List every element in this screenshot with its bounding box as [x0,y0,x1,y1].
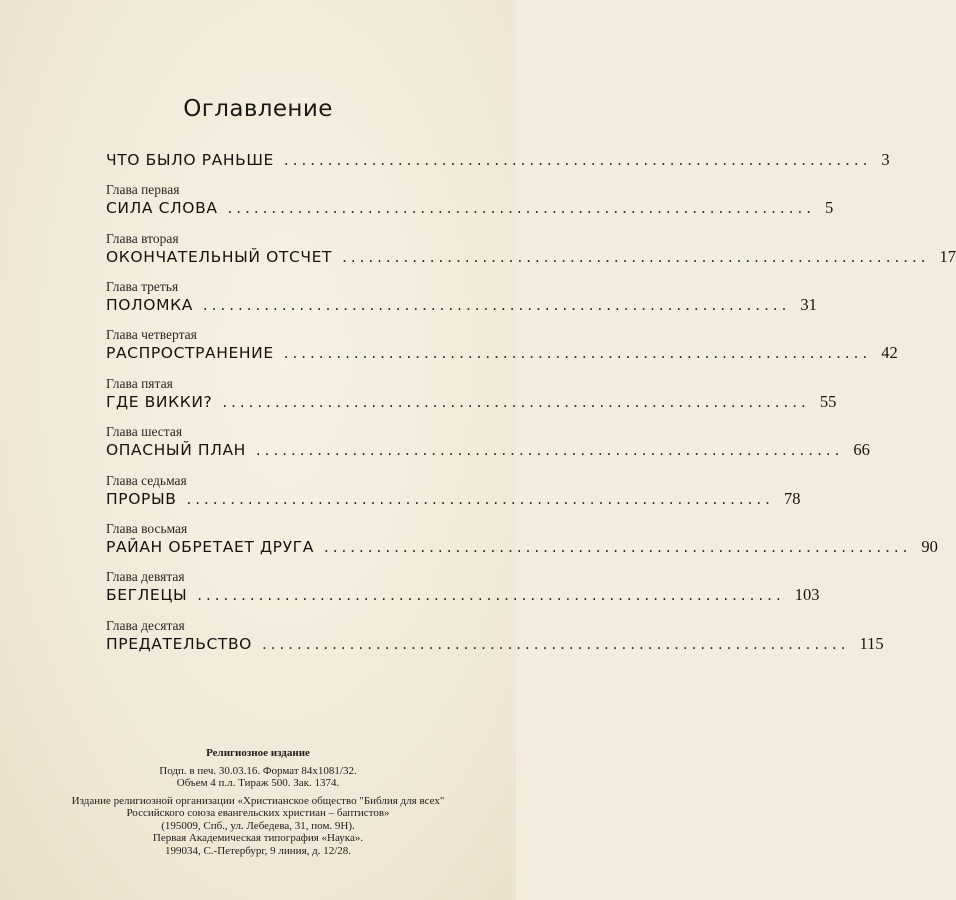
toc-chapter-label: Глава вторая [106,231,179,246]
toc-entry [106,424,870,462]
toc-entry-title: БЕГЛЕЦЫ [106,586,188,604]
toc-chapter-label: Глава пятая [106,376,173,391]
toc-entry-title: РАЙАН ОБРЕТАЕТ ДРУГА [106,538,314,556]
toc-entry [106,473,801,511]
toc-page-number: 3 [881,150,890,169]
imprint-block [60,747,456,857]
toc-leader-dots: ................................................................... [202,296,791,314]
toc-entry [106,569,820,607]
toc-chapter-label: Глава шестая [106,424,183,439]
toc-entry-line [106,537,938,559]
toc-entry [106,279,817,317]
toc-entry-line [106,585,820,607]
imprint-volume-details: Объем 4 п.л. Тираж 500. Зак. 1374. [176,777,340,789]
toc-entry [106,376,837,414]
toc-entry-line [106,440,870,462]
toc-chapter-label: Глава четвертая [106,327,197,342]
toc-entry-line [106,295,817,317]
imprint-publisher: Издание религиозной организации «Христианское общество "Библия для всех" [71,794,445,807]
toc-chapter-label: Глава третья [106,279,179,294]
toc-leader-dots: ................................................................... [283,344,872,362]
toc-chapter-label: Глава восьмая [106,521,188,536]
toc-chapter-label: Глава десятая [106,618,185,633]
imprint-heading: Религиозное издание [206,747,310,759]
toc-leader-dots: ................................................................... [227,199,815,217]
imprint-printer: Первая Академическая типография «Наука». [152,832,364,844]
toc-entry-line [106,247,956,269]
toc-entry-title: ПОЛОМКА [106,296,193,314]
toc-leader-dots: ................................................................... [222,393,810,411]
toc-entry-line [106,150,890,172]
toc-entry-title: ГДЕ ВИККИ? [106,393,213,411]
toc-entry-line [106,392,837,414]
toc-page-number: 66 [853,440,870,459]
toc-leader-dots: ................................................................... [283,151,872,169]
toc-chapter-label: Глава первая [106,182,180,197]
toc-page-number: 42 [881,343,898,362]
toc-page-number: 55 [819,392,837,411]
toc-entry-title: ОКОНЧАТЕЛЬНЫЙ ОТСЧЕТ [106,248,333,266]
toc-leader-dots: ................................................................... [323,538,912,556]
toc-entry-title: ПРОРЫВ [106,490,177,508]
toc-entry-title: ЧТО БЫЛО РАНЬШЕ [106,151,274,169]
toc-entry-line [106,343,898,365]
toc-entry-line [106,198,834,220]
toc-chapter-label: Глава девятая [106,569,185,584]
toc-entry-line [106,634,884,656]
toc-entry [106,150,890,172]
toc-leader-dots: ................................................................... [342,248,930,266]
toc-entry [106,327,898,365]
toc-leader-dots: ................................................................... [186,490,774,508]
toc-page-number: 115 [859,634,884,653]
toc-page-number: 17 [939,247,956,266]
toc-leader-dots: ................................................................... [261,635,850,653]
toc-title: Оглавление [183,96,333,122]
toc-entry-line [106,489,801,511]
toc-entry-title: ПРЕДАТЕЛЬСТВО [106,635,252,653]
imprint-print-details: Подп. в печ. 30.03.16. Формат 84x1081/32. [159,764,357,777]
imprint-publisher-union: Российского союза евангельских христиан – баптистов» [126,807,390,819]
toc-entry [106,618,884,656]
imprint-publisher-address: (195009, Спб., ул. Лебедева, 31, пом. 9Н). [161,819,355,832]
toc-entry-title: ОПАСНЫЙ ПЛАН [106,441,246,459]
toc-page-number: 5 [825,198,834,217]
imprint-printer-address: 199034, С.-Петербург, 9 линия, д. 12/28. [164,844,352,857]
toc-page-number: 103 [794,585,820,604]
toc-leader-dots: ................................................................... [197,586,785,604]
toc-entry [106,521,938,559]
toc-page-number: 31 [800,295,817,314]
toc-page-number: 78 [783,489,801,508]
toc-chapter-label: Глава седьмая [106,473,187,488]
toc-page-number: 90 [921,537,938,556]
toc-entry [106,182,834,220]
toc-entry-title: СИЛА СЛОВА [106,199,218,217]
toc-entry [106,231,956,269]
toc-leader-dots: ................................................................... [255,441,844,459]
toc-entry-title: РАСПРОСТРАНЕНИЕ [106,344,274,362]
